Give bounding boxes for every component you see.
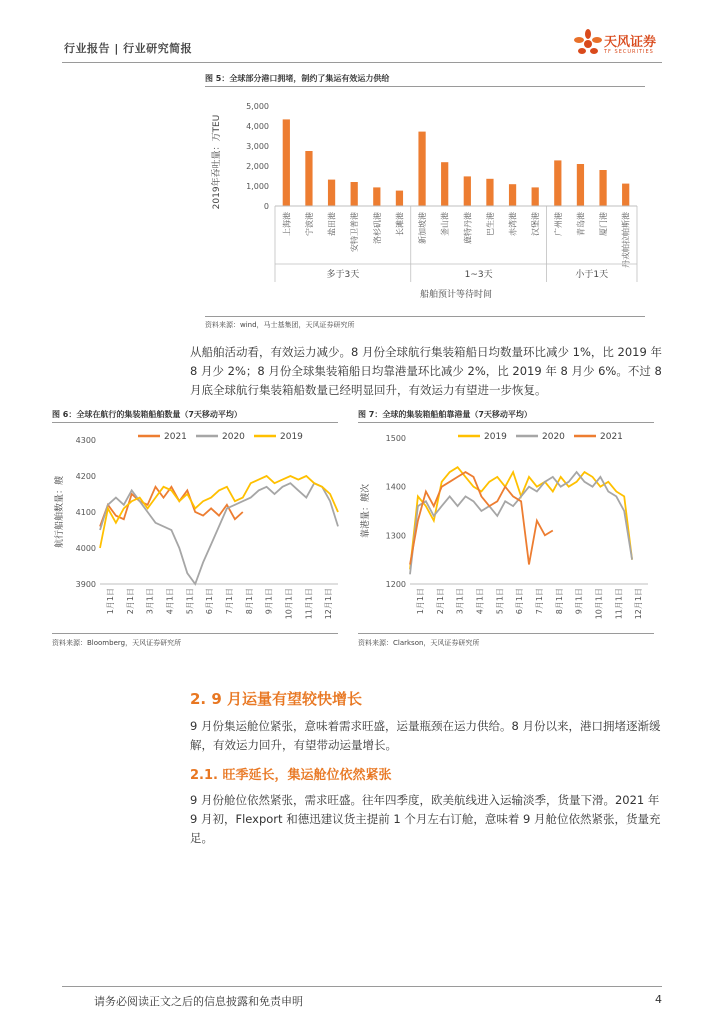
fig5-group-label: 多于3天 [326,270,360,280]
fig5-bar [532,187,539,206]
fig7-y-tick: 1500 [385,434,406,443]
fig5-bar [622,184,629,206]
fig7-x-tick: 2月1日 [435,588,445,615]
fig6-y-tick: 4000 [75,544,96,553]
fig6-x-tick: 7月1日 [224,588,234,615]
fig5-x-tick: 釜山港 [440,212,450,236]
fig5-x-tick: 安特卫普港 [350,212,360,252]
fig5-bar [486,179,493,206]
fig6-x-tick: 8月1日 [244,588,254,615]
fig7-x-tick: 12月1日 [634,588,644,620]
fig6-y-tick: 4100 [75,508,96,517]
fig7-y-axis-label: 靠港量：艘次 [361,483,371,539]
fig5-source: 资料来源：wind，马士基集团，天风证券研究所 [205,321,355,329]
fig7-x-tick: 7月1日 [534,588,544,615]
fig5-x-tick: 盐田港 [327,212,337,236]
fig5-x-tick: 广州港 [553,212,563,236]
fig5-title: 图 5：全球部分港口拥堵，制约了集运有效运力供给 [205,74,390,83]
fig5-group-label: 小于1天 [575,270,609,280]
fig6-top-rule [52,422,338,423]
fig7-y-tick: 1200 [385,580,406,589]
fig5-x-tick: 上海港 [282,212,292,236]
fig6-y-tick: 4300 [75,436,96,445]
fig7-x-tick: 9月1日 [574,588,584,615]
fig6-x-tick: 11月1日 [304,588,314,620]
fig7-series-2021 [410,472,553,564]
fig7-series-2019 [410,467,632,569]
fig5-y-tick: 3,000 [246,142,269,151]
fig5-x-tick: 汉堡港 [531,212,541,236]
fig7-legend-label-2020: 2020 [542,432,565,442]
fig7-x-tick: 4月1日 [475,588,485,615]
fig6-legend-label-2019: 2019 [280,432,303,442]
fig5-bar [577,164,584,206]
fig7-y-tick: 1400 [385,482,406,492]
paragraph-fleet-activity: 从船舶活动看，有效运力减少。8 月份全球航行集装箱船日均数量环比减少 1%，比 2019 年 8 月少 2%；8 月份全球集装箱船日均靠港量环比减少 2%，比 2019 年 8 月少 6%。不过 8 月底全球航行集装箱船数量已经明显回升，有效运力有望进一步恢复。 [190,345,662,397]
fig5-y-tick: 1,000 [246,182,269,191]
fig5-bar [305,151,312,206]
fig5-x-tick: 赤湾港 [508,212,518,236]
fig7-top-rule [358,422,654,423]
fig7-y-tick: 1300 [385,531,406,541]
fig7-x-tick: 8月1日 [554,588,564,615]
fig5-bar [418,132,425,206]
fig5-bar [351,182,358,206]
fig7-legend-label-2021: 2021 [600,432,623,442]
fig5-bar [441,162,448,206]
fig5-bar [283,119,290,206]
fig6-x-tick: 1月1日 [105,588,115,615]
fig6-y-tick: 3900 [75,580,96,589]
logo-en: TF SECURITIES [604,49,654,55]
fig6-series-2019 [100,476,338,548]
fig7-legend-label-2019: 2019 [484,432,507,442]
fig6-x-tick: 10月1日 [284,588,294,620]
section-paragraph: 9 月份集运舱位紧张，意味着需求旺盛，运量瓶颈在运力供给。8 月份以来，港口拥堵逐渐缓解，有效运力回升，有望带动运量增长。 [190,719,661,752]
fig5-x-tick: 巴生港 [485,212,495,236]
footer-disclaimer: 请务必阅读正文之后的信息披露和免责申明 [94,995,303,1008]
fig6-bottom-rule [52,633,338,634]
header-rule [62,62,662,63]
fig7-chart [358,424,654,632]
section-heading: 2. 9 月运量有望较快增长 [190,690,363,708]
fig5-x-tick: 新加坡港 [418,212,428,244]
fig5-bar [599,170,606,206]
fig5-bar [328,180,335,206]
fig5-bar [464,176,471,206]
subsection-paragraph: 9 月份舱位依然紧张，需求旺盛。往年四季度，欧美航线进入运输淡季，货量下滑。2021 年 9 月初，Flexport 和德迅建议货主提前 1 个月左右订舱，意味着 9 月舱位依然紧张，货量充足。 [190,793,661,845]
fig5-x-tick: 宁波港 [304,212,314,236]
fig7-bottom-rule [358,633,654,634]
fig6-x-tick: 6月1日 [205,588,215,615]
fig5-x-tick: 厦门港 [599,212,609,236]
fig5-y-tick: 0 [263,202,269,211]
fig7-x-tick: 11月1日 [614,588,624,620]
footer-rule [62,986,662,987]
fig6-title: 图 6：全球在航行的集装箱船舶数量（7天移动平均） [52,410,242,419]
fig7-x-tick: 5月1日 [495,588,505,615]
fig5-bar [554,160,561,206]
fig5-x-tick: 青岛港 [576,212,586,236]
logo-name: 天风证券 [604,35,657,50]
fig6-x-tick: 5月1日 [185,588,195,615]
fig7-x-tick: 6月1日 [515,588,525,615]
page-number: 4 [655,993,662,1006]
fig7-x-tick: 10月1日 [594,588,604,620]
fig6-x-tick: 12月1日 [324,588,334,620]
fig5-y-axis-label: 2019年吞吐量：万TEU [212,114,222,210]
report-type-label: 行业报告 | 行业研究简报 [64,42,193,55]
fig5-x-tick: 洛杉矶港 [372,212,382,244]
fig6-legend-label-2021: 2021 [164,432,187,442]
fig5-top-rule [205,86,645,87]
fig5-bar [373,187,380,206]
fig7-source: 资料来源：Clarkson，天风证券研究所 [358,639,480,647]
fig6-y-tick: 4200 [75,472,96,481]
fig5-x-tick: 丹戎帕拉帕斯港 [621,212,631,268]
fig5-x-tick: 长滩港 [395,212,405,236]
fig6-x-tick: 9月1日 [264,588,274,615]
fig6-y-axis-label: 航行船舶数量：艘 [55,475,65,549]
fig5-y-tick: 2,000 [246,162,269,171]
fig6-x-tick: 2月1日 [125,588,135,615]
fig5-y-tick: 5,000 [246,102,269,111]
fig7-x-tick: 1月1日 [415,588,425,615]
fig5-bar [509,184,516,206]
fig5-bottom-rule [205,316,645,317]
fig7-x-tick: 3月1日 [455,588,465,615]
fig5-group-label: 1~3天 [464,270,493,280]
fig6-source: 资料来源：Bloomberg，天风证券研究所 [52,639,182,647]
fig7-title: 图 7：全球的集装箱船舶靠港量（7天移动平均） [358,410,532,419]
fig5-y-tick: 4,000 [246,122,269,131]
fig5-x-axis-label: 船舶预计等待时间 [419,290,493,300]
fig7-series-2020 [410,472,632,574]
fig5-chart [205,88,645,316]
fig5-x-tick: 鹿特丹港 [463,212,473,244]
fig6-x-tick: 3月1日 [145,588,155,615]
fig5-bar [396,191,403,206]
subsection-heading: 2.1. 旺季延长，集运舱位依然紧张 [190,768,392,783]
fig6-x-tick: 4月1日 [165,588,175,615]
fig6-chart [52,424,342,632]
fig6-legend-label-2020: 2020 [222,432,245,442]
